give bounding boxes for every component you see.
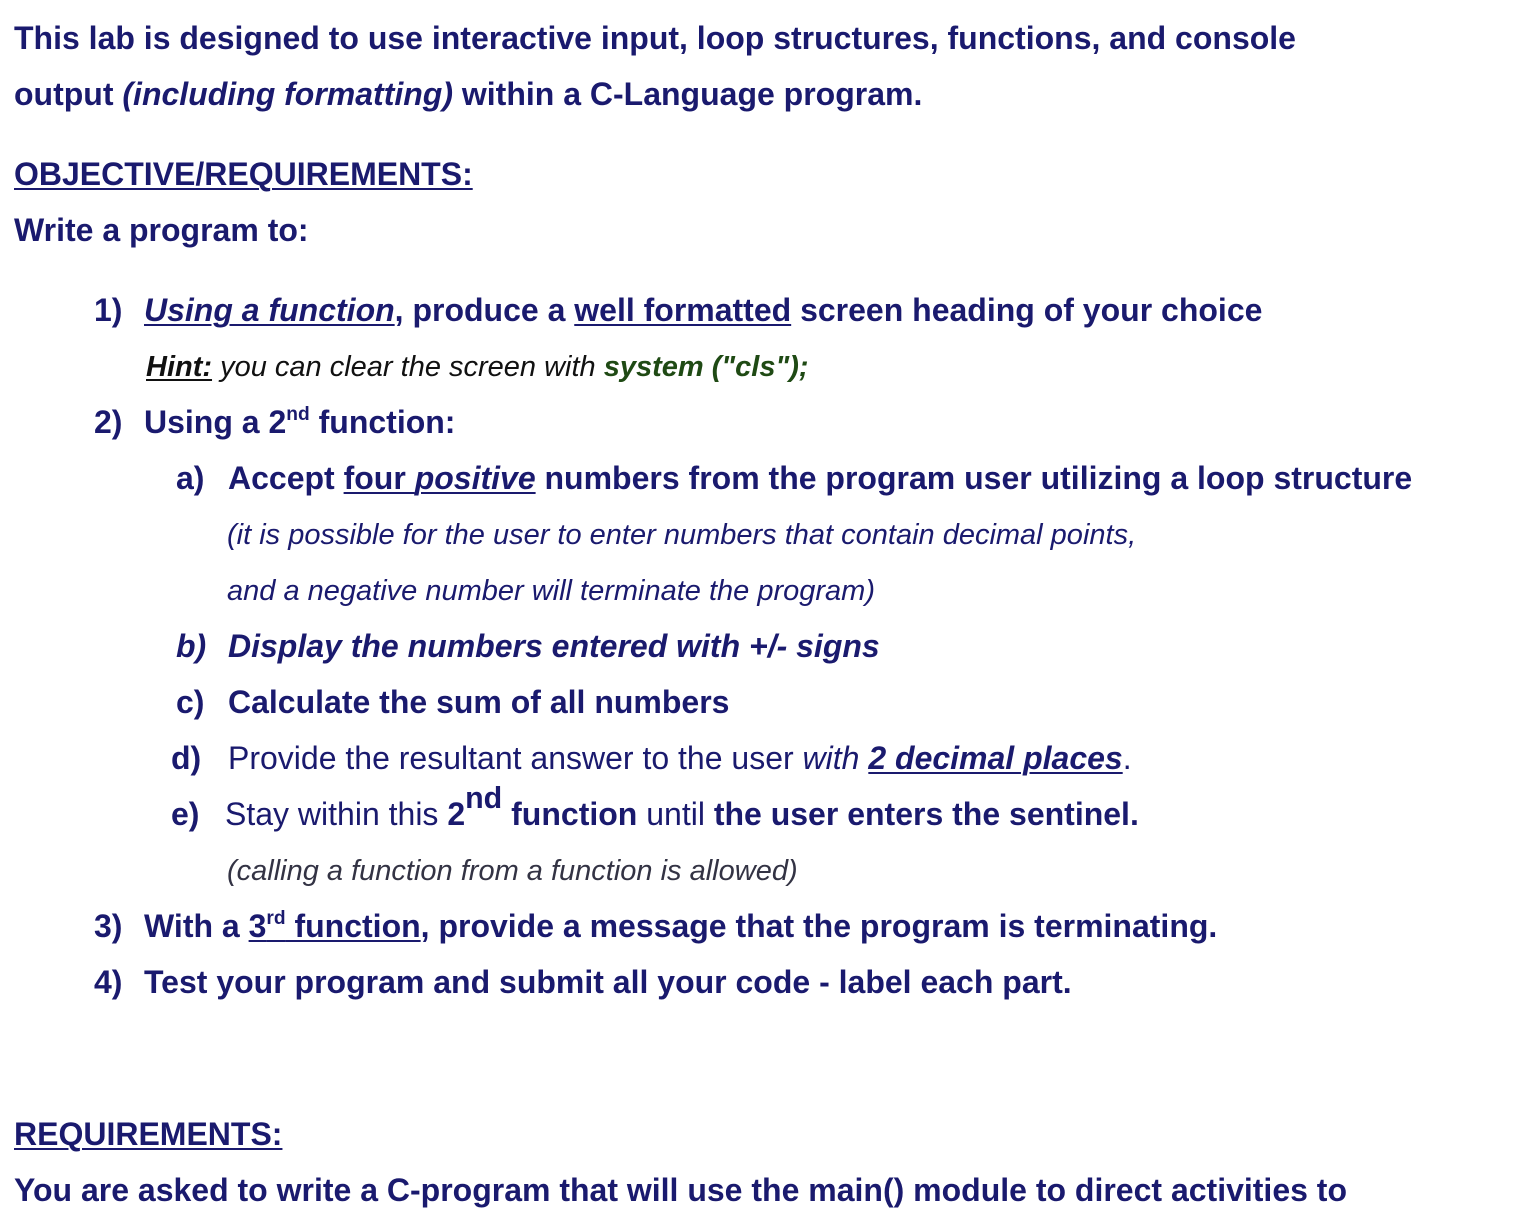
objective-heading: OBJECTIVE/REQUIREMENTS: <box>14 156 473 192</box>
hint-code: system ("cls"); <box>603 351 809 383</box>
list-item-1 <box>94 290 1262 330</box>
sub-item-d-period: . <box>1122 740 1132 776</box>
sub-item-c-text: Calculate the sum of all numbers <box>228 684 730 720</box>
item-3-text: With a <box>144 908 249 944</box>
sub-item-letter: e) <box>171 796 200 832</box>
sub-item-a-note-1: (it is possible for the user to enter numbers that contain decimal points, <box>227 519 1137 551</box>
list-item-4 <box>94 962 1072 1002</box>
sub-item-e-text: Stay within this <box>225 796 448 832</box>
sub-item-e-until: until <box>637 796 714 832</box>
sub-item-a-text: Accept <box>228 460 344 496</box>
sub-item-letter: c) <box>176 684 205 720</box>
hint-label: Hint: <box>146 351 213 383</box>
sub-item-a-emphasis: positive <box>414 460 536 496</box>
sub-item-a-text-end: numbers from the program user utilizing a loop structure <box>535 460 1413 496</box>
sub-item-e-superscript: nd <box>465 781 503 816</box>
item-3-text-end: , provide a message that the program is terminating. <box>420 908 1218 944</box>
item-2-superscript: nd <box>286 403 310 425</box>
item-3-function: function <box>285 908 421 944</box>
item-number: 1) <box>94 292 123 328</box>
objective-lead: Write a program to: <box>14 212 309 248</box>
sub-item-letter: d) <box>171 740 202 776</box>
sub-item-a-note-2: and a negative number will terminate the program) <box>227 575 875 607</box>
sub-item-d-emphasis: 2 decimal places <box>868 740 1123 776</box>
hint-text: you can clear the screen with <box>212 351 604 383</box>
sub-item-e-number: 2 <box>447 796 466 832</box>
sub-item-a <box>176 458 1412 498</box>
sub-item-b-text: Display the numbers entered with +/- signs <box>228 628 880 664</box>
item-1-emphasis: Using a function <box>144 292 395 328</box>
sub-item-letter: b) <box>176 628 207 664</box>
sub-item-e-sentinel: the user enters the sentinel. <box>713 796 1139 832</box>
intro-line-1: This lab is designed to use interactive input, loop structures, functions, and console <box>14 20 1296 56</box>
requirements-heading: REQUIREMENTS: <box>14 1116 283 1152</box>
item-3-ordinal <box>249 908 421 944</box>
sub-item-d-text: Provide the resultant answer to the user <box>228 740 803 776</box>
intro-text: output <box>14 76 123 112</box>
list-item-2 <box>94 402 455 442</box>
list-item-3 <box>94 906 1217 946</box>
item-number: 3) <box>94 908 123 944</box>
item-1-text: , produce a <box>394 292 575 328</box>
sub-item-letter: a) <box>176 460 205 496</box>
sub-item-a-underlined: four <box>343 460 415 496</box>
sub-item-c <box>176 682 729 722</box>
intro-line-2 <box>14 74 922 114</box>
item-2-text-end: function: <box>309 404 456 440</box>
sub-item-e-note: (calling a function from a function is allowed) <box>227 855 798 887</box>
item-3-number: 3 <box>248 908 267 944</box>
sub-item-e <box>171 781 1139 834</box>
sub-item-d-italic: with <box>802 740 869 776</box>
item-1-underlined: well formatted <box>574 292 792 328</box>
item-number: 2) <box>94 404 123 440</box>
intro-text-end: within a C-Language program. <box>453 76 923 112</box>
intro-emphasis: (including formatting) <box>122 76 453 112</box>
sub-item-d <box>171 738 1132 778</box>
item-1-text-end: screen heading of your choice <box>791 292 1263 328</box>
sub-item-e-function: function <box>502 796 638 832</box>
sub-item-b <box>176 626 880 666</box>
item-2-text: Using a 2 <box>144 404 287 440</box>
item-3-superscript: rd <box>266 907 286 929</box>
hint-line <box>146 347 809 387</box>
requirements-line-1: You are asked to write a C-program that will use the main() module to direct activities to <box>14 1172 1347 1208</box>
item-number: 4) <box>94 964 123 1000</box>
item-4-text: Test your program and submit all your code - label each part. <box>144 964 1072 1000</box>
